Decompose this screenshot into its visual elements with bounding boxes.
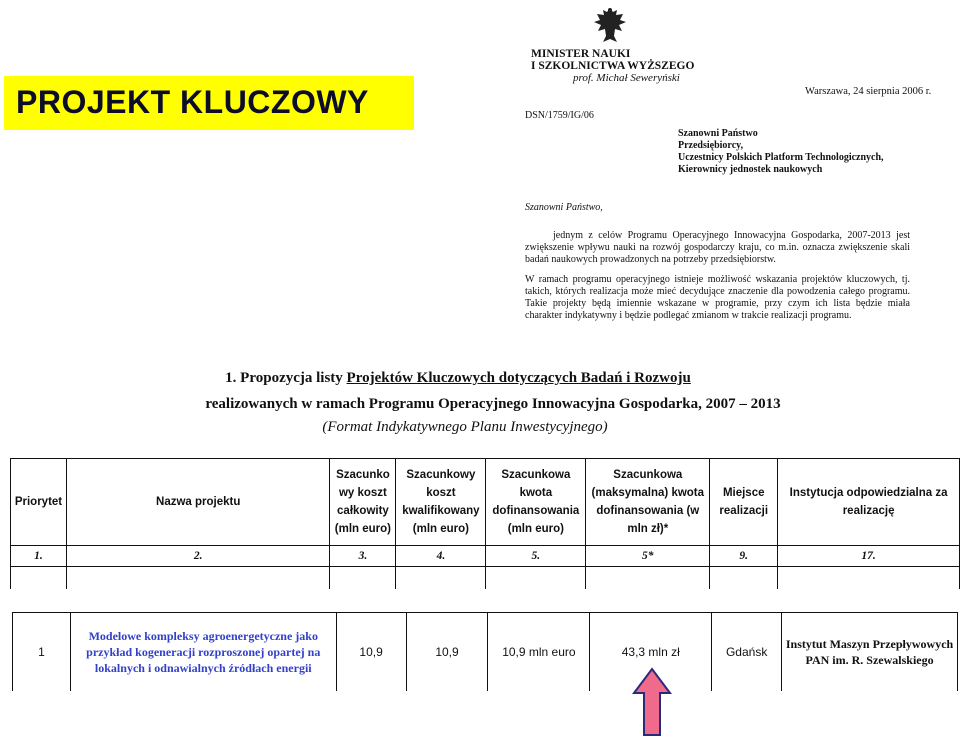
eligible-cost-cell: 10,9 — [406, 613, 488, 692]
projects-header-table — [10, 458, 960, 589]
priority-cell: 1 — [13, 613, 71, 692]
letter-reference: DSN/1759/IG/06 — [525, 110, 594, 121]
proposal-format-note: (Format Indykatywnego Planu Inwestycyjnego) — [322, 419, 608, 435]
project-badge — [4, 76, 414, 130]
proposal-title-underlined: Projektów Kluczowych dotyczących Badań i Rozwoju — [346, 370, 691, 386]
header-cell: Nazwa projektu — [66, 459, 329, 546]
addressee-line: Uczestnicy Polskich Platform Technologicznych, — [678, 152, 884, 163]
proposal-title — [0, 370, 938, 387]
header-cell: Szacunko wy koszt całkowity (mln euro) — [330, 459, 396, 546]
project-row-table — [12, 612, 958, 691]
letter-date: Warszawa, 24 sierpnia 2006 r. — [805, 86, 932, 97]
proposal-title-prefix: 1. Propozycja listy — [225, 370, 347, 386]
letter-paragraph-2: W ramach programu operacyjnego istnieje możliwość wskazania projektów kluczowych, tj. takich, których realizacja może mieć decydujące znaczenie dla powodzenia całego programu. Takie projekty będą imiennie wskazane w programie, przy czym ich lista będzie miała charakter indykatywny i będzie podlegać zmianom w trakcie realizacji programu. — [525, 274, 910, 321]
column-number: 3. — [330, 546, 396, 567]
letter-paragraph-1: jednym z celów Programu Operacyjnego Innowacyjna Gospodarka, 2007-2013 jest zwiększenie wpływu nauki na rozwój gospodarczy kraju, co m.in. oznacza zwiększenie skali badań naukowych prowadzonych na potrzeby przedsiębiorstw. — [525, 230, 910, 265]
header-cell: Szacunkowa kwota dofinansowania (mln euro) — [486, 459, 586, 546]
column-number: 5. — [486, 546, 586, 567]
header-cell: Instytucja odpowiedzialna za realizację — [778, 459, 960, 546]
column-number-row — [11, 546, 960, 567]
addressee-line: Przedsiębiorcy, — [678, 140, 744, 151]
issuer-line-1: MINISTER NAUKI — [531, 48, 631, 60]
total-cost-cell: 10,9 — [336, 613, 406, 692]
signatory: prof. Michał Seweryński — [573, 72, 680, 84]
institution-cell: Instytut Maszyn Przepływowych PAN im. R. Szewalskiego — [782, 613, 958, 692]
header-cell: Miejsce realizacji — [710, 459, 778, 546]
addressee-line: Szanowni Państwo — [678, 128, 758, 139]
header-cell: Priorytet — [11, 459, 67, 546]
column-number: 9. — [710, 546, 778, 567]
column-number: 17. — [778, 546, 960, 567]
funding-pln-cell: 43,3 mln zł — [590, 613, 712, 692]
addressee-line: Kierownicy jednostek naukowych — [678, 164, 823, 175]
column-number: 4. — [396, 546, 486, 567]
table-row — [13, 613, 958, 692]
greeting: Szanowni Państwo, — [525, 202, 603, 213]
header-cell: Szacunkowa (maksymalna) kwota dofinansowania (w mln zł)* — [586, 459, 710, 546]
up-arrow-icon — [632, 667, 672, 737]
eagle-emblem-icon — [593, 6, 627, 44]
proposal-subtitle: realizowanych w ramach Programu Operacyjnego Innowacyjna Gospodarka, 2007 – 2013 — [205, 396, 781, 412]
column-number: 2. — [66, 546, 329, 567]
project-name-cell: Modelowe kompleksy agroenergetyczne jako przykład kogeneracji rozproszonej opartej na lokalnych i odnawialnych źródłach energii — [70, 613, 336, 692]
location-cell: Gdańsk — [712, 613, 782, 692]
funding-eur-cell: 10,9 mln euro — [488, 613, 590, 692]
ministry-letter — [497, 0, 960, 330]
issuer-line-2: I SZKOLNICTWA WYŻSZEGO — [531, 60, 695, 72]
badge-text: PROJEKT KLUCZOWY — [16, 84, 369, 120]
issuer-block — [531, 48, 694, 84]
column-number: 1. — [11, 546, 67, 567]
column-number: 5* — [586, 546, 710, 567]
header-row — [11, 459, 960, 546]
header-cell: Szacunkowy koszt kwalifikowany (mln euro) — [396, 459, 486, 546]
addressees — [678, 128, 884, 176]
blank-row — [11, 567, 960, 590]
